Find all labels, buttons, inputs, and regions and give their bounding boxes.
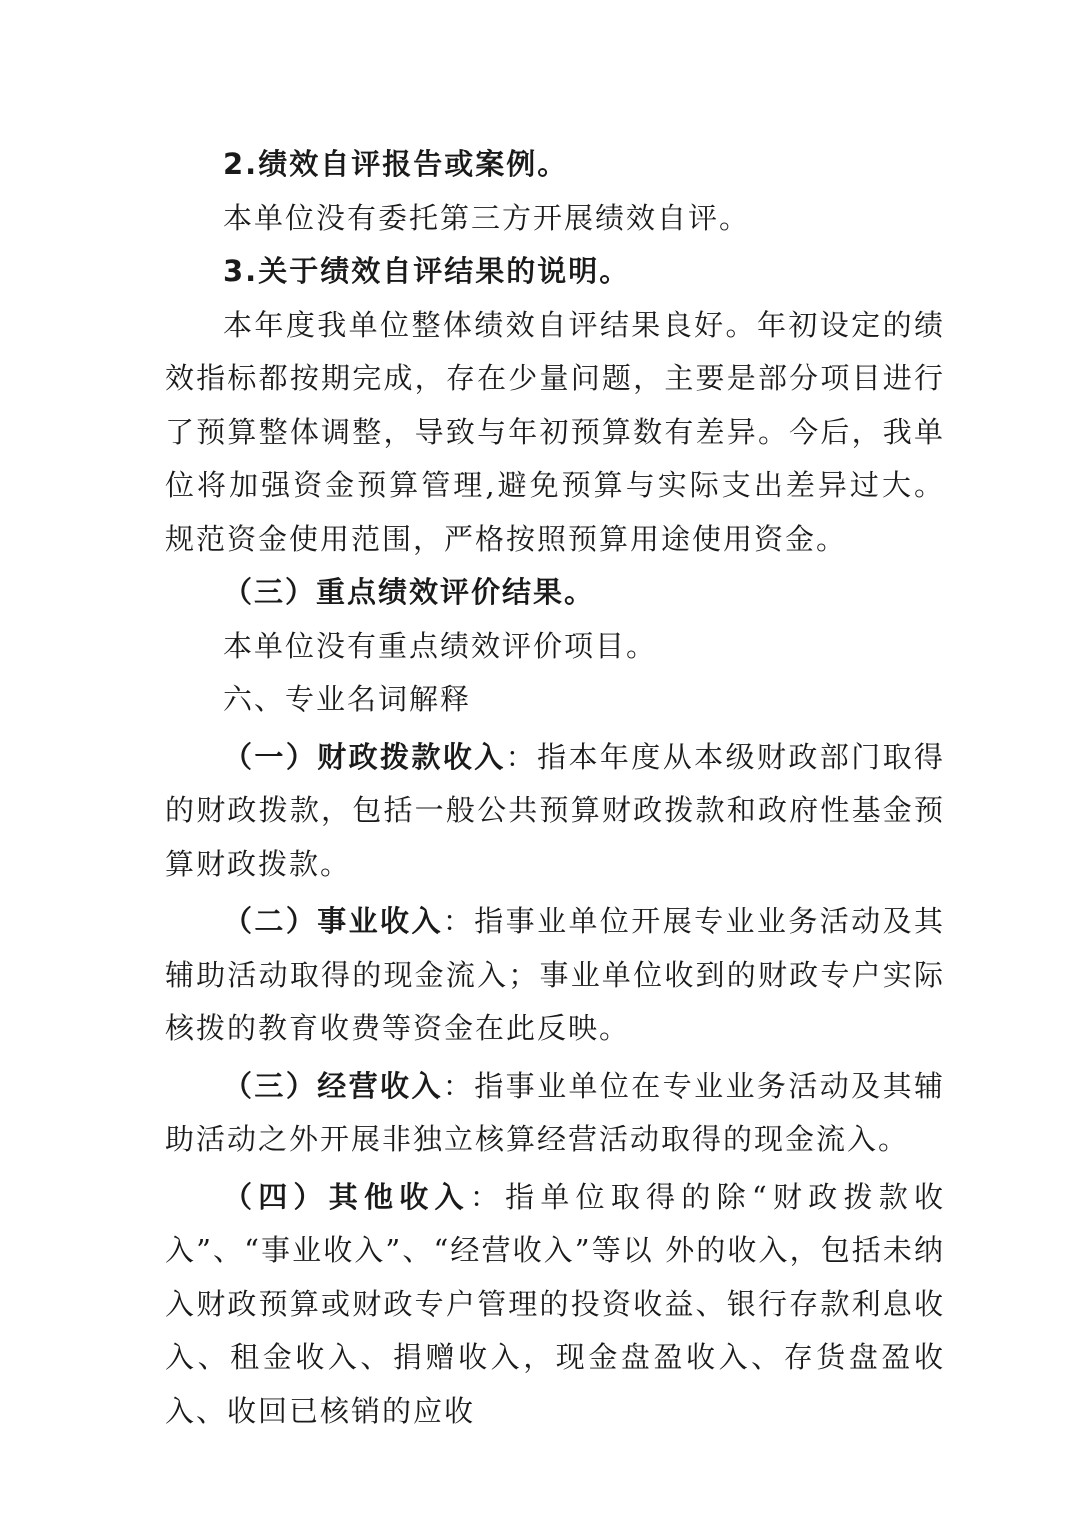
term-text: ：指本年度从本级财政部门取得的财政拨款，包括一般公共预算财政拨款和政府性基金预算财政拨款。 [165,739,945,881]
term-lead: （二）事业收入 [223,904,443,938]
term-text: ：指事业单位开展专业业务活动及其辅助活动取得的现金流入；事业单位收到的财政专户实际核拨的教育收费等资金在此反映。 [165,904,945,1045]
term-lead: （一）财政拨款收入 [223,739,506,774]
section-2-title: 2.绩效自评报告或案例。 [223,147,569,181]
key-evaluation-body: 本单位没有重点绩效评价项目。 [223,628,658,663]
document-page [165,138,945,1438]
term-lead: （四）其他收入 [223,1179,470,1214]
term-paragraph [165,1171,945,1439]
term-text: ：指单位取得的除“财政拨款收入”、“事业收入”、“经营收入”等以 外的收入，包括未纳入财政预算或财政专户管理的投资收益、银行存款利息收入、租金收入、捐赠收入，现金盘盈收入、存货盘盈收入、收回已核销的应收 [165,1179,945,1428]
section-2-body: 本单位没有委托第三方开展绩效自评。 [223,200,751,235]
section-3-body: 本年度我单位整体绩效自评结果良好。年初设定的绩效指标都按期完成，存在少量问题，主要是部分项目进行了预算整体调整，导致与年初预算数有差异。今后，我单位将加强资金预算管理,避免预算与实际支出差异过大。规范资金使用范围，严格按照预算用途使用资金。 [165,307,945,556]
key-evaluation-title: （三）重点绩效评价结果。 [223,575,596,609]
term-paragraph [165,731,945,892]
term-text: ：指事业单位在专业业务活动及其辅助活动之外开展非独立核算经营活动取得的现金流入。 [165,1068,945,1156]
term-lead: （三）经营收入 [223,1068,443,1103]
section-3-title: 3.关于绩效自评结果的说明。 [223,254,631,288]
term-paragraph [165,895,945,1056]
term-paragraph [165,1060,945,1167]
chapter-six-title: 六、专业名词解释 [223,682,472,716]
